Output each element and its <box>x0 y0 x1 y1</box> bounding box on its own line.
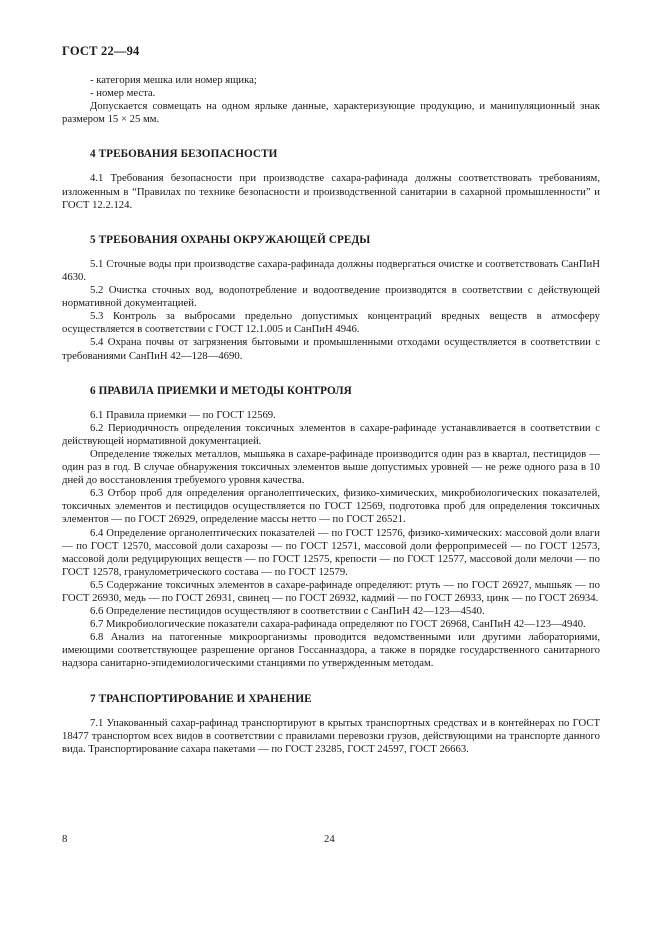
list-item: - номер места. <box>90 87 156 100</box>
paragraph: 5.1 Сточные воды при производстве сахара-рафинада должны подвергаться очистке и соответствовать СанПиН 4630. <box>62 257 600 283</box>
section-heading-6: 6 ПРАВИЛА ПРИЕМКИ И МЕТОДЫ КОНТРОЛЯ <box>90 384 352 397</box>
paragraph: Определение тяжелых металлов, мышьяка в сахаре-рафинаде производится один раз в квартал, пестицидов — один раз в год. В случае обнаружения токсичных элементов выше допустимых уровней — не реже одного раза в 10 дней до восстановления требуемого уровня качества. <box>62 447 600 487</box>
list-item: - категория мешка или номер ящика; <box>90 74 257 86</box>
paragraph: 5.2 Очистка сточных вод, водопотребление и водоотведение производятся в соответствии с действующей нормативной документацией. <box>62 284 600 310</box>
paragraph: 4.1 Требования безопасности при производстве сахара-рафинада должны соответствовать требованиям, изложенным в “Правилах по технике безопасности и производственной санитарии в сахарной промышленности” и ГОСТ 12.2.124. <box>62 172 600 211</box>
paragraph: 6.8 Анализ на патогенные микроорганизмы проводится ведомственными или другими лабораториями, имеющими соответствующее разрешение органов Госсанназдора, а также в порядке государственного санитарного надзора санитарно-эпидемиологическими станциями по утвержденным методам. <box>62 631 600 670</box>
paragraph: 5.3 Контроль за выбросами предельно допустимых концентраций вредных веществ в атмосферу осуществляется в соответствии с ГОСТ 12.1.005 и СанПиН 4946. <box>62 310 600 336</box>
paragraph: 6.3 Отбор проб для определения органолептических, физико-химических, микробиологических показателей, токсичных элементов и пестицидов осуществляется по ГОСТ 12569, подготовка проб для определения токсичных элементов — по ГОСТ 26929, определение массы нетто — по ГОСТ 26521. <box>62 487 600 526</box>
paragraph: 6.1 Правила приемки — по ГОСТ 12569. <box>90 408 276 421</box>
section-heading-5: 5 ТРЕБОВАНИЯ ОХРАНЫ ОКРУЖАЮЩЕЙ СРЕДЫ <box>90 233 371 246</box>
page-number-left: 8 <box>62 833 68 845</box>
paragraph: 6.4 Определение органолептических показателей — по ГОСТ 12576, физико-химических: массовой доли влаги — по ГОСТ 12570, массовой доли сахарозы — по ГОСТ 12571, массовой доли ферропримесей — по ГОСТ 12573, массовой доли редуцирующих веществ — по ГОСТ 12575, крепости — по ГОСТ 12577, массовой доли мелочи — по ГОСТ 12578, гранулометрического состава — по ГОСТ 12579. <box>62 526 600 578</box>
paragraph: 5.4 Охрана почвы от загрязнения бытовыми и промышленными отходами осуществляется в соответствии с требованиями СанПиН 42—128—4690. <box>62 336 600 362</box>
document-header: ГОСТ 22—94 <box>62 44 140 58</box>
document-body <box>62 74 600 756</box>
paragraph: 6.7 Микробиологические показатели сахара-рафинада определяют по ГОСТ 26968, СанПиН 42—123—4940. <box>90 618 586 631</box>
section-heading-4: 4 ТРЕБОВАНИЯ БЕЗОПАСНОСТИ <box>90 148 278 161</box>
section-heading-7: 7 ТРАНСПОРТИРОВАНИЕ И ХРАНЕНИЕ <box>90 692 312 705</box>
paragraph: 7.1 Упакованный сахар-рафинад транспортируют в крытых транспортных средствах и в контейнерах по ГОСТ 18477 транспортом всех видов в соответствии с правилами перевозки грузов, действующими на транспорте данного вида. Транспортирование сахара пакетами — по ГОСТ 23285, ГОСТ 24597, ГОСТ 26663. <box>62 716 600 755</box>
paragraph: 6.6 Определение пестицидов осуществляют в соответствии с СанПиН 42—123—4540. <box>90 605 485 618</box>
paragraph: Допускается совмещать на одном ярлыке данные, характеризующие продукцию, и манипуляционный знак размером 15 × 25 мм. <box>62 100 600 126</box>
paragraph: 6.2 Периодичность определения токсичных элементов в сахаре-рафинаде устанавливается в соответствии с действующей нормативной документацией. <box>62 421 600 447</box>
page-number-center: 24 <box>324 833 335 845</box>
paragraph: 6.5 Содержание токсичных элементов в сахаре-рафинаде определяют: ртуть — по ГОСТ 26927, мышьяк — по ГОСТ 26930, медь — по ГОСТ 26931, свинец — по ГОСТ 26932, кадмий — по ГОСТ 26933, цинк — по ГОСТ 26934. <box>62 578 600 604</box>
